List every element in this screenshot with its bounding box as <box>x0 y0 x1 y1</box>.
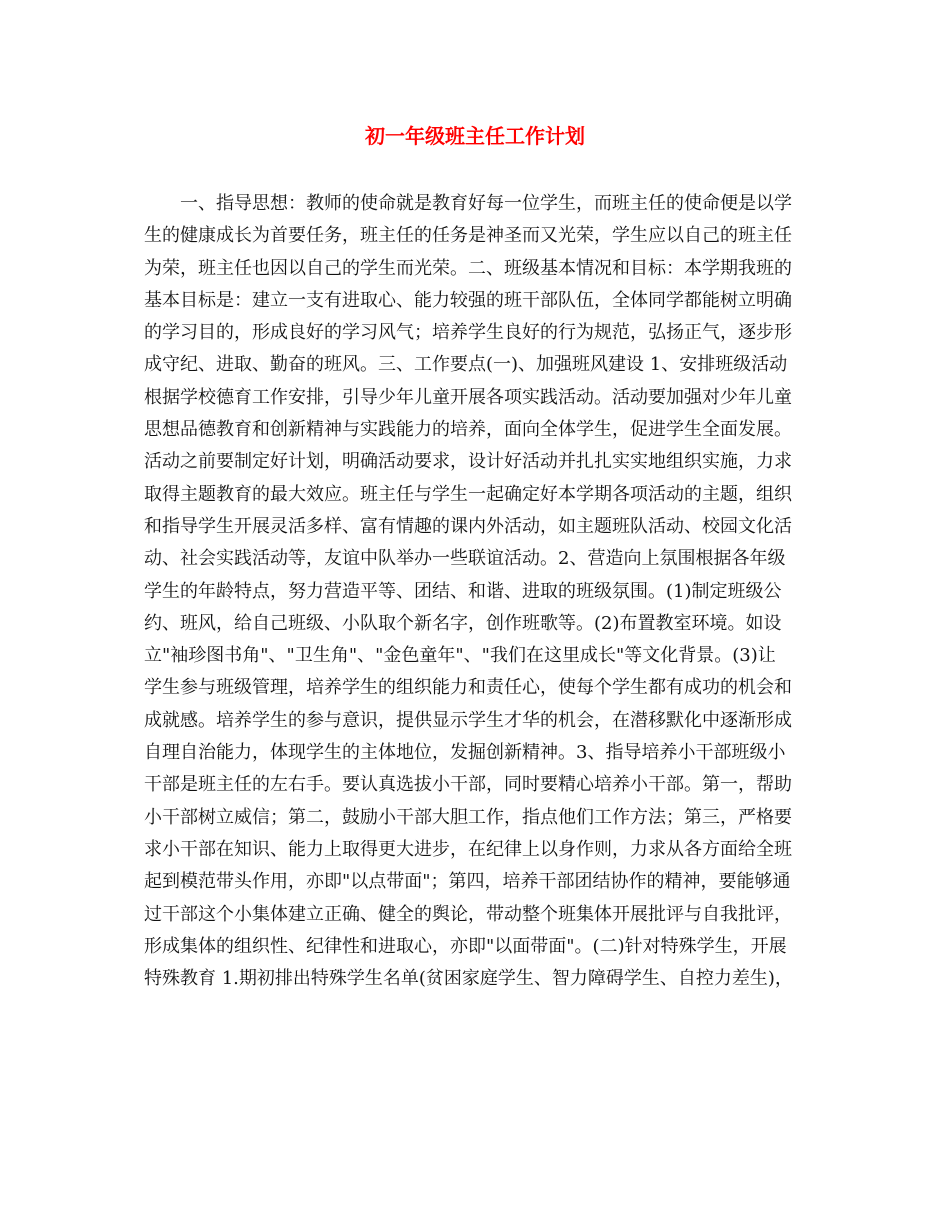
body-line: 活动之前要制定好计划，明确活动要求，设计好活动并扎扎实实地组织实施，力求 <box>144 451 792 473</box>
body-line: 和指导学生开展灵活多样、富有情趣的课内外活动，如主题班队活动、校园文化活 <box>144 515 792 537</box>
body-line: 根据学校德育工作安排，引导少年儿童开展各项实践活动。活动要加强对少年儿童 <box>144 386 792 408</box>
body-line: 干部是班主任的左右手。要认真选拔小干部，同时要精心培养小干部。第一，帮助 <box>144 774 792 796</box>
body-line: 基本目标是：建立一支有进取心、能力较强的班干部队伍，全体同学都能树立明确 <box>144 289 792 311</box>
body-line: 过干部这个小集体建立正确、健全的舆论，带动整个班集体开展批评与自我批评， <box>144 903 792 925</box>
body-line: 立"袖珍图书角"、"卫生角"、"金色童年"、"我们在这里成长"等文化背景。(3)让 <box>144 645 776 667</box>
body-line: 自理自治能力，体现学生的主体地位，发掘创新精神。3、指导培养小干部班级小 <box>144 742 786 764</box>
body-line: 成守纪、进取、勤奋的班风。三、工作要点(一)、加强班风建设 1、安排班级活动 <box>144 354 788 376</box>
document-title: 初一年级班主任工作计划 <box>365 124 585 148</box>
body-line: 的学习目的，形成良好的学习风气；培养学生良好的行为规范，弘扬正气，逐步形 <box>144 322 792 344</box>
body-line: 生的健康成长为首要任务，班主任的任务是神圣而又光荣，学生应以自己的班主任 <box>144 225 792 247</box>
body-line: 成就感。培养学生的参与意识，提供显示学生才华的机会，在潜移默化中逐渐形成 <box>144 709 792 731</box>
document-body <box>144 188 824 995</box>
body-line: 约、班风，给自己班级、小队取个新名字，创作班歌等。(2)布置教室环境。如设 <box>144 612 782 634</box>
body-line: 求小干部在知识、能力上取得更大进步，在纪律上以身作则，力求从各方面给全班 <box>144 838 792 860</box>
body-line: 为荣，班主任也因以自己的学生而光荣。二、班级基本情况和目标：本学期我班的 <box>144 257 792 279</box>
body-line: 特殊教育 1.期初排出特殊学生名单(贫困家庭学生、智力障碍学生、自控力差生)， <box>144 968 793 990</box>
body-line: 学生参与班级管理，培养学生的组织能力和责任心，使每个学生都有成功的机会和 <box>144 677 792 699</box>
body-line: 形成集体的组织性、纪律性和进取心，亦即"以面带面"。(二)针对特殊学生，开展 <box>144 935 787 957</box>
body-line: 取得主题教育的最大效应。班主任与学生一起确定好本学期各项活动的主题，组织 <box>144 483 792 505</box>
body-line: 思想品德教育和创新精神与实践能力的培养，面向全体学生，促进学生全面发展。 <box>144 419 792 441</box>
body-line: 小干部树立威信；第二，鼓励小干部大胆工作，指点他们工作方法；第三，严格要 <box>144 806 792 828</box>
body-line: 动、社会实践活动等，友谊中队举办一些联谊活动。2、营造向上氛围根据各年级 <box>144 548 786 570</box>
body-line: 起到模范带头作用，亦即"以点带面"；第四，培养干部团结协作的精神，要能够通 <box>144 871 791 893</box>
body-line: 学生的年龄特点，努力营造平等、团结、和谐、进取的班级氛围。(1)制定班级公 <box>144 580 782 602</box>
body-line: 一、指导思想：教师的使命就是教育好每一位学生，而班主任的使命便是以学 <box>180 193 792 214</box>
